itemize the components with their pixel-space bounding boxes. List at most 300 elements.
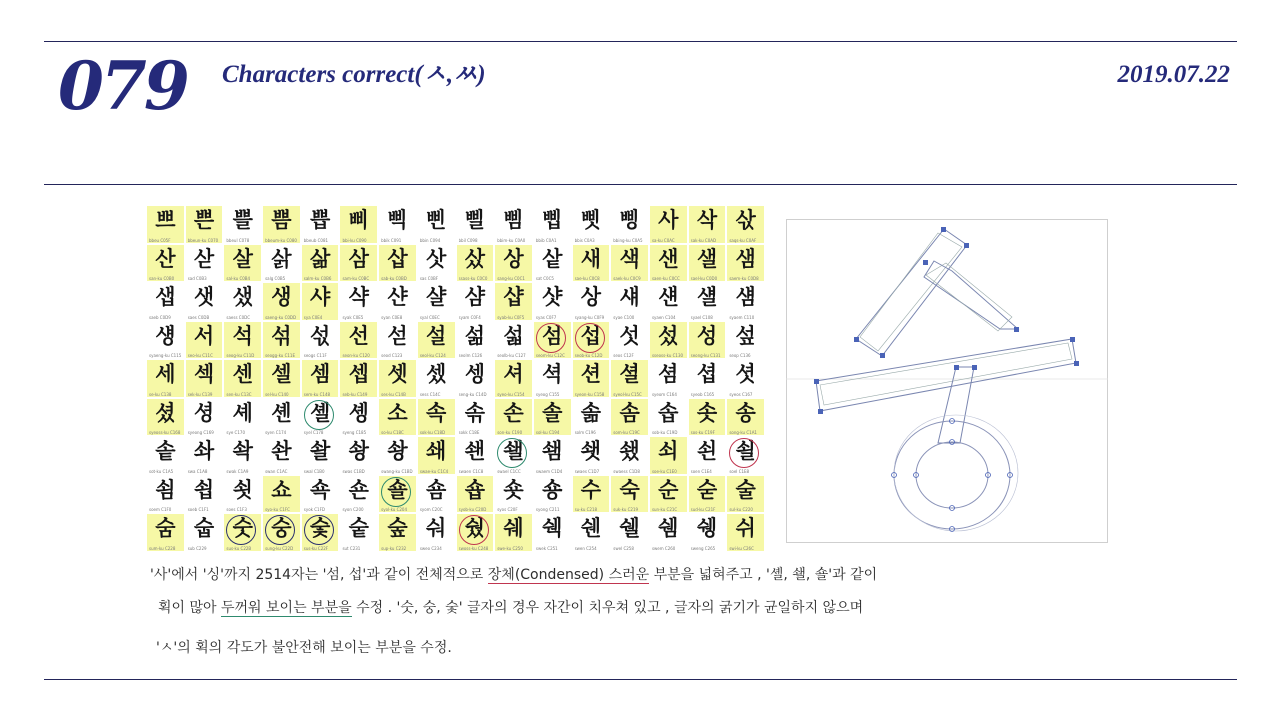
- glyph-char: 숍: [464, 477, 485, 502]
- glyph-caption: sul-ku C220: [729, 507, 753, 512]
- glyph-char: 서: [193, 323, 215, 348]
- glyph-cell: [418, 399, 455, 436]
- glyph-caption: seob-ku C12D: [574, 353, 603, 358]
- glyph-cell: [611, 437, 648, 474]
- glyph-caption: sek-ku C139: [187, 391, 213, 397]
- glyph-cell: [340, 514, 377, 551]
- note-line-1-a: '사'에서 '싱'까지 2514자는 '섬, 섭'과 같이 전체적으로: [150, 567, 488, 583]
- page-title: Characters correct(ㅅ,ㅆ): [222, 61, 486, 88]
- glyph-cell: [263, 476, 300, 513]
- glyph-char: 섶: [735, 323, 756, 348]
- glyph-char: 셨: [155, 400, 176, 425]
- glyph-cell: [457, 283, 494, 320]
- glyph-caption: saqs-ku C0AF: [729, 237, 757, 243]
- glyph-char: 샛: [193, 285, 215, 309]
- glyph-char: 쉈: [464, 516, 485, 540]
- glyph-char: 숫: [232, 516, 253, 540]
- glyph-cell: [224, 206, 261, 243]
- glyph-cell: [418, 514, 455, 551]
- glyph-caption: swoss-ku C248: [458, 545, 489, 551]
- glyph-char: 섞: [271, 323, 292, 348]
- glyph-caption: sut C231: [342, 545, 361, 551]
- glyph-char: 섣: [387, 323, 408, 348]
- glyph-caption: syen C174: [265, 430, 287, 435]
- glyph-caption: sel-ku C140: [265, 391, 289, 397]
- glyph-cell: [650, 437, 687, 474]
- glyph-cell: [534, 360, 571, 397]
- glyph-cell: [418, 360, 455, 397]
- glyph-cell: [689, 245, 726, 282]
- glyph-caption: soen C1E4: [690, 468, 712, 474]
- glyph-char: 셌: [426, 362, 447, 386]
- glyph-cell: [147, 476, 184, 513]
- glyph-char: 쉘: [619, 516, 640, 540]
- glyph-cell: [147, 206, 184, 243]
- glyph-char: 섐: [735, 285, 756, 309]
- glyph-caption: soes C1F3: [226, 507, 247, 512]
- glyph-cell: [224, 437, 261, 474]
- glyph-char: 셸: [309, 400, 331, 425]
- note-line-3: 'ㅅ'의 획의 각도가 불안전해 보이는 부분을 수정.: [156, 640, 452, 656]
- glyph-caption: sess C14C: [419, 391, 441, 397]
- glyph-char: 숭: [271, 516, 292, 540]
- glyph-cell: [263, 206, 300, 243]
- glyph-char: 샤: [309, 285, 331, 309]
- glyph-cell: [611, 245, 648, 282]
- glyph-caption: syaen C104: [651, 314, 676, 320]
- glyph-caption: swaes C1D7: [574, 468, 600, 474]
- glyph-caption: seolm C126: [458, 353, 483, 358]
- glyph-char: 숙: [619, 477, 640, 502]
- glyph-char: 쇳: [232, 477, 253, 502]
- glyph-char: 솟: [696, 400, 718, 425]
- glyph-char: 쇄: [426, 439, 447, 463]
- glyph-char: 쉑: [542, 516, 563, 540]
- glyph-char: 설: [426, 323, 447, 348]
- glyph-cell: [689, 437, 726, 474]
- glyph-char: 섟: [309, 323, 331, 348]
- glyph-cell: [727, 437, 764, 474]
- glyph-caption: swaen C1C8: [458, 468, 484, 474]
- glyph-char: 솜: [619, 400, 640, 425]
- glyph-caption: sok-ku C18D: [419, 430, 446, 435]
- glyph-cell: [263, 437, 300, 474]
- glyph-char: 섧: [503, 323, 524, 348]
- glyph-caption: sup-ku C232: [381, 545, 407, 551]
- glyph-cell: [689, 322, 726, 359]
- glyph-char: 솖: [580, 400, 602, 425]
- glyph-cell: [340, 245, 377, 282]
- glyph-caption: bbim-ku C0A0: [497, 237, 526, 243]
- glyph-cell: [650, 476, 687, 513]
- glyph-cell: [340, 322, 377, 359]
- glyph-caption: swen C254: [574, 545, 597, 551]
- glyph-caption: bbik C091: [381, 237, 402, 243]
- glyph-cell: [650, 322, 687, 359]
- glyph-caption: sub C229: [187, 545, 207, 551]
- glyph-char: 숏: [503, 477, 524, 502]
- glyph-char: 셰: [232, 400, 253, 425]
- glyph-char: 솽: [348, 439, 369, 463]
- glyph-caption: syos C20F: [497, 507, 518, 512]
- glyph-caption: seom-ku C12C: [535, 353, 565, 358]
- glyph-caption: soem C1F0: [149, 507, 172, 512]
- glyph-caption: swem C260: [651, 545, 676, 551]
- glyph-caption: salm-ku C0B6: [303, 276, 332, 281]
- glyph-cell: [650, 360, 687, 397]
- glyph-cell: [340, 437, 377, 474]
- glyph-char: 삣: [580, 208, 602, 232]
- correction-circle-mark: [381, 477, 411, 507]
- glyph-char: 솩: [232, 439, 253, 463]
- glyph-char: 샥: [348, 285, 369, 309]
- glyph-cell: [689, 514, 726, 551]
- glyph-char: 세: [155, 362, 176, 386]
- glyph-caption: sud-ku C21F: [690, 507, 716, 512]
- glyph-caption: bbeun-ku C070: [187, 237, 219, 243]
- glyph-char: 솝: [658, 400, 679, 425]
- glyph-caption: sat C0C5: [535, 276, 554, 281]
- glyph-char: 송: [735, 400, 756, 425]
- glyph-cell: [727, 399, 764, 436]
- glyph-caption: bbil C098: [458, 237, 478, 243]
- glyph-char: 색: [619, 246, 640, 271]
- glyph-char: 생: [271, 285, 292, 309]
- glyph-caption: bbeu C05F: [149, 237, 171, 243]
- glyph-cell: [340, 206, 377, 243]
- page-number: 079: [58, 47, 187, 125]
- glyph-caption: syol-ku C204: [381, 507, 408, 512]
- glyph-cell: [573, 206, 610, 243]
- glyph-char: 셧: [735, 362, 756, 386]
- glyph-cell: [186, 322, 223, 359]
- glyph-char: 삘: [464, 208, 485, 232]
- glyph-cell: [495, 322, 532, 359]
- glyph-caption: seop C136: [729, 353, 751, 358]
- glyph-cell: [147, 399, 184, 436]
- note-line-2-a: 획이 많아: [158, 600, 221, 616]
- correction-circle-mark: [459, 515, 489, 545]
- glyph-caption: solm C196: [574, 430, 596, 435]
- glyph-char: 선: [348, 323, 369, 348]
- glyph-cell: [418, 206, 455, 243]
- glyph-cell: [147, 245, 184, 282]
- glyph-char: 삐: [348, 208, 369, 232]
- glyph-cell: [340, 399, 377, 436]
- glyph-caption: seolb-ku C127: [497, 353, 526, 358]
- glyph-char: 섯: [619, 323, 640, 348]
- correction-circle-mark: [304, 515, 334, 545]
- glyph-cell: [186, 245, 223, 282]
- glyph-caption: syan C0E8: [381, 314, 403, 320]
- note-line-1: [150, 565, 877, 585]
- glyph-char: 샨: [387, 285, 408, 309]
- glyph-char: 셤: [658, 362, 679, 386]
- note-line-2: [158, 598, 863, 618]
- glyph-caption: su-ku C218: [574, 507, 598, 512]
- glyph-caption: syo-ku C1FC: [265, 507, 290, 512]
- glyph-cell: [147, 322, 184, 359]
- glyph-cell: [379, 206, 416, 243]
- glyph-caption: sseoss-ku C130: [651, 353, 684, 358]
- glyph-char: 산: [155, 246, 176, 271]
- glyph-caption: saeb C0D9: [149, 314, 171, 320]
- glyph-char: 쇰: [155, 477, 176, 502]
- glyph-char: 샀: [464, 246, 485, 271]
- glyph-cell: [457, 399, 494, 436]
- glyph-caption: bbi-ku C090: [342, 237, 367, 243]
- glyph-cell: [457, 206, 494, 243]
- glyph-cell: [611, 514, 648, 551]
- glyph-cell: [495, 360, 532, 397]
- glyph-cell: [263, 399, 300, 436]
- glyph-char: 쉔: [580, 516, 602, 540]
- glyph-caption: sae-ku C0C8: [574, 276, 600, 281]
- glyph-caption: sal-ku C0B4: [226, 276, 251, 281]
- glyph-cell: [418, 245, 455, 282]
- note-line-2-underlined: 두꺼워 보이는 부분을: [221, 600, 352, 616]
- glyph-char: 수: [580, 477, 602, 502]
- glyph-caption: syok C1FD: [303, 507, 325, 512]
- glyph-cell: [650, 399, 687, 436]
- glyph-caption: swang-ku C1BD: [381, 468, 413, 474]
- glyph-outline-sketch: [786, 219, 1108, 543]
- glyph-char: 순: [658, 477, 679, 502]
- glyph-caption: syal C0EC: [419, 314, 440, 320]
- glyph-char: 섬: [542, 323, 563, 348]
- glyph-caption: seng-ku C14D: [458, 391, 487, 397]
- correction-circle-mark: [497, 438, 527, 468]
- glyph-cell: [147, 283, 184, 320]
- glyph-caption: sam-ku C0BC: [342, 276, 370, 281]
- glyph-char: 쇈: [464, 439, 485, 463]
- glyph-caption: syael C108: [690, 314, 713, 320]
- glyph-char: 섦: [464, 323, 485, 348]
- glyph-char: 쁠: [232, 208, 253, 232]
- character-grid: [146, 205, 765, 552]
- glyph-caption: sot-ku C1A5: [149, 468, 174, 474]
- glyph-cell: [534, 399, 571, 436]
- glyph-char: 쇨: [735, 439, 756, 463]
- glyph-char: 소: [387, 400, 408, 425]
- glyph-char: 숯: [309, 516, 331, 540]
- glyph-caption: sak-ku C0AD: [690, 237, 717, 243]
- glyph-char: 샬: [426, 285, 447, 309]
- glyph-cell: [224, 245, 261, 282]
- glyph-cell: [495, 245, 532, 282]
- glyph-char: 섄: [658, 285, 679, 309]
- glyph-caption: syel C178: [303, 430, 324, 435]
- glyph-char: 섭: [580, 323, 602, 348]
- glyph-char: 새: [580, 246, 602, 271]
- glyph-cell: [573, 322, 610, 359]
- glyph-caption: syang-ku C0F9: [574, 314, 605, 320]
- glyph-caption: seong-ku C131: [690, 353, 721, 358]
- glyph-caption: swan C1AC: [265, 468, 288, 474]
- glyph-char: 술: [735, 477, 756, 502]
- glyph-char: 샙: [155, 285, 176, 309]
- glyph-caption: sus-ku C22F: [303, 545, 329, 551]
- glyph-cell: [650, 206, 687, 243]
- glyph-cell: [263, 360, 300, 397]
- glyph-cell: [224, 322, 261, 359]
- glyph-caption: suk-ku C219: [613, 507, 639, 512]
- glyph-cell: [573, 245, 610, 282]
- glyph-cell: [727, 206, 764, 243]
- glyph-caption: syak C0E5: [342, 314, 364, 320]
- glyph-caption: swas C1BD: [342, 468, 365, 474]
- glyph-caption: bbis C0A3: [574, 237, 595, 243]
- glyph-caption: som-ku C19C: [613, 430, 640, 435]
- glyph-char: 숩: [193, 516, 215, 540]
- glyph-cell: [457, 514, 494, 551]
- glyph-char: 솰: [309, 439, 331, 463]
- glyph-char: 셋: [387, 362, 408, 386]
- glyph-cell: [379, 283, 416, 320]
- glyph-char: 쉐: [503, 516, 524, 540]
- glyph-caption: san-ku C0B0: [149, 276, 175, 281]
- glyph-caption: syeog C155: [535, 391, 560, 397]
- glyph-char: 쁨: [271, 208, 292, 232]
- glyph-caption: syeo-ku C154: [497, 391, 525, 397]
- glyph-cell: [650, 245, 687, 282]
- glyph-char: 쉥: [696, 516, 718, 540]
- glyph-cell: [186, 360, 223, 397]
- glyph-cell: [650, 283, 687, 320]
- glyph-char: 셈: [309, 362, 331, 386]
- glyph-cell: [534, 437, 571, 474]
- glyph-caption: syae C100: [613, 314, 635, 320]
- glyph-char: 쇼: [271, 477, 292, 502]
- glyph-char: 솎: [464, 400, 485, 425]
- glyph-cell: [495, 399, 532, 436]
- glyph-caption: seog-ku C11D: [226, 353, 255, 358]
- glyph-caption: sen-ku C13C: [226, 391, 252, 397]
- glyph-caption: sokk C18E: [458, 430, 480, 435]
- glyph-caption: seos C12F: [613, 353, 634, 358]
- glyph-cell: [379, 399, 416, 436]
- glyph-char: 삠: [503, 208, 524, 232]
- glyph-char: 섈: [696, 285, 718, 309]
- glyph-char: 센: [232, 362, 253, 386]
- glyph-char: 숄: [387, 477, 408, 502]
- glyph-cell: [418, 283, 455, 320]
- glyph-caption: syeong C169: [187, 430, 214, 435]
- glyph-cell: [224, 360, 261, 397]
- glyph-caption: syon C200: [342, 507, 364, 512]
- glyph-char: 솥: [155, 439, 176, 463]
- glyph-caption: sab-ku C0BD: [381, 276, 407, 281]
- glyph-char: 쇤: [696, 439, 718, 463]
- glyph-cell: [495, 437, 532, 474]
- glyph-cell: [689, 476, 726, 513]
- glyph-cell: [689, 206, 726, 243]
- glyph-char: 셩: [193, 400, 215, 425]
- glyph-char: 숱: [348, 516, 369, 540]
- glyph-cell: [573, 360, 610, 397]
- glyph-char: 속: [426, 400, 447, 425]
- glyph-caption: sob-ku C19D: [651, 430, 678, 435]
- correction-circle-mark: [265, 515, 295, 545]
- glyph-caption: soeb C1F1: [187, 507, 209, 512]
- glyph-char: 셀: [271, 362, 292, 386]
- glyph-char: 샐: [696, 246, 718, 271]
- glyph-char: 손: [503, 400, 524, 425]
- glyph-caption: bbeub C081: [303, 237, 329, 243]
- glyph-cell: [534, 514, 571, 551]
- glyph-cell: [418, 322, 455, 359]
- glyph-char: 숲: [387, 516, 408, 540]
- glyph-caption: syeom C164: [651, 391, 677, 397]
- glyph-char: 셜: [619, 362, 640, 386]
- glyph-char: 쁩: [309, 208, 331, 232]
- glyph-cell: [495, 514, 532, 551]
- glyph-cell: [573, 476, 610, 513]
- glyph-cell: [727, 514, 764, 551]
- glyph-cell: [224, 283, 261, 320]
- glyph-cell: [263, 514, 300, 551]
- glyph-cell: [379, 514, 416, 551]
- glyph-caption: syaeng-ku C115: [149, 353, 182, 358]
- glyph-cell: [457, 476, 494, 513]
- glyph-char: 섀: [619, 285, 640, 309]
- glyph-char: 숀: [348, 477, 369, 502]
- glyph-caption: sang-ku C0C1: [497, 276, 525, 281]
- glyph-cell: [302, 283, 339, 320]
- glyph-caption: sol-ku C194: [535, 430, 560, 435]
- glyph-cell: [727, 360, 764, 397]
- glyph-caption: sweng C265: [690, 545, 716, 551]
- glyph-char: 쇗: [580, 439, 602, 463]
- glyph-char: 사: [658, 208, 679, 232]
- glyph-caption: seb-ku C149: [342, 391, 368, 397]
- glyph-char: 숟: [696, 477, 718, 502]
- glyph-caption: so-ku C18C: [381, 430, 404, 435]
- glyph-char: 쇔: [542, 439, 563, 463]
- glyph-caption: seo-ku C11C: [187, 353, 213, 358]
- correction-circle-mark: [575, 323, 605, 353]
- glyph-char: 삥: [619, 208, 640, 232]
- glyph-cell: [147, 514, 184, 551]
- glyph-cell: [186, 283, 223, 320]
- glyph-cell: [573, 437, 610, 474]
- glyph-caption: swa C1A8: [187, 468, 208, 474]
- glyph-cell: [302, 360, 339, 397]
- glyph-cell: [727, 283, 764, 320]
- glyph-char: 샵: [503, 285, 524, 309]
- glyph-caption: syeon-ku C158: [574, 391, 605, 397]
- glyph-caption: seogg-ku C11E: [265, 353, 295, 358]
- note-line-1-underlined: 장체(Condensed) 스러운: [487, 567, 650, 583]
- glyph-char: 섕: [155, 323, 176, 348]
- glyph-caption: syom C20C: [419, 507, 443, 512]
- glyph-char: 쁘: [155, 208, 176, 232]
- glyph-caption: ses-ku C14B: [381, 391, 406, 397]
- glyph-caption: swaess C1D8: [613, 468, 640, 474]
- glyph-cell: [186, 476, 223, 513]
- glyph-caption: syab-ku C0F5: [497, 314, 525, 320]
- glyph-cell: [340, 476, 377, 513]
- glyph-caption: swaem C1D4: [535, 468, 563, 474]
- glyph-cell: [263, 245, 300, 282]
- glyph-caption: sus-ku C22B: [226, 545, 252, 551]
- glyph-caption: swek C251: [535, 545, 558, 551]
- glyph-caption: sye C170: [226, 430, 245, 435]
- glyph-cell: [611, 283, 648, 320]
- glyph-cell: [224, 514, 261, 551]
- glyph-cell: [573, 399, 610, 436]
- glyph-caption: saeng-ku C0DD: [265, 314, 297, 320]
